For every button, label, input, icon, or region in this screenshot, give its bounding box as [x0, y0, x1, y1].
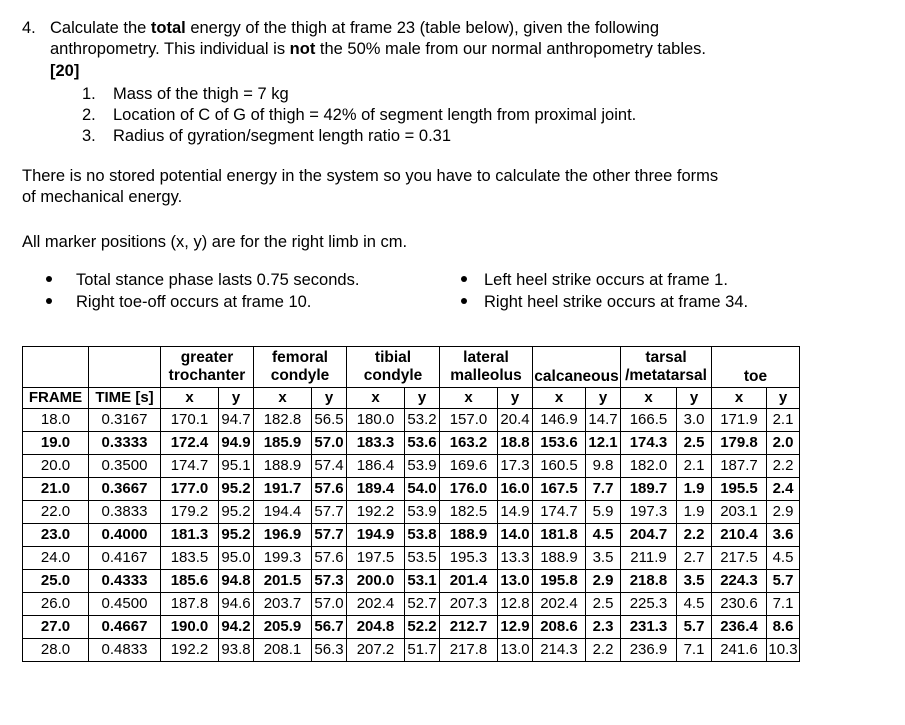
table-row [23, 409, 800, 432]
table-cell: 26.0 [23, 593, 89, 616]
table-cell: 54.0 [405, 478, 440, 501]
table-cell: 53.8 [405, 524, 440, 547]
table-cell: 163.2 [440, 432, 498, 455]
table-row [23, 639, 800, 662]
table-cell: 52.7 [405, 593, 440, 616]
table-cell: 167.5 [533, 478, 586, 501]
header-y: y [767, 388, 800, 409]
table-cell: 169.6 [440, 455, 498, 478]
list-item: 2. [82, 106, 96, 124]
table-cell: 2.0 [767, 432, 800, 455]
table-cell: 19.0 [23, 432, 89, 455]
table-cell: 94.9 [219, 432, 254, 455]
table-cell: 24.0 [23, 547, 89, 570]
table-cell: 190.0 [161, 616, 219, 639]
table-cell: 95.2 [219, 524, 254, 547]
table-cell: 8.6 [767, 616, 800, 639]
marker-data-table [22, 346, 800, 662]
table-cell: 188.9 [533, 547, 586, 570]
table-cell: 16.0 [498, 478, 533, 501]
table-cell: 218.8 [621, 570, 677, 593]
table-cell: 7.1 [677, 639, 712, 662]
table-cell: 212.7 [440, 616, 498, 639]
table-cell: 94.6 [219, 593, 254, 616]
bullet-text: Left heel strike occurs at frame 1. [484, 271, 728, 289]
table-cell: 197.5 [347, 547, 405, 570]
table-cell: 230.6 [712, 593, 767, 616]
table-cell: 95.0 [219, 547, 254, 570]
table-cell: 2.2 [586, 639, 621, 662]
table-cell: 5.9 [586, 501, 621, 524]
table-cell: 28.0 [23, 639, 89, 662]
table-cell: 241.6 [712, 639, 767, 662]
table-cell: 160.5 [533, 455, 586, 478]
table-cell: 53.2 [405, 409, 440, 432]
bullet-icon [461, 292, 467, 313]
table-row [23, 501, 800, 524]
header-time: TIME [s] [89, 388, 161, 409]
table-cell: 192.2 [161, 639, 219, 662]
header-y: y [498, 388, 533, 409]
table-cell: 10.3 [767, 639, 800, 662]
header-frame: FRAME [23, 388, 89, 409]
table-cell: 52.2 [405, 616, 440, 639]
table-cell: 189.7 [621, 478, 677, 501]
table-cell: 2.9 [767, 501, 800, 524]
table-cell: 22.0 [23, 501, 89, 524]
table-cell: 2.9 [586, 570, 621, 593]
table-cell: 5.7 [677, 616, 712, 639]
table-cell: 56.3 [312, 639, 347, 662]
table-row [23, 570, 800, 593]
table-cell: 0.3500 [89, 455, 161, 478]
table-cell: 0.3333 [89, 432, 161, 455]
group-header: tibial condyle [347, 347, 440, 388]
table-cell: 4.5 [677, 593, 712, 616]
paragraph-line: There is no stored potential energy in the system so you have to calculate the other three forms [22, 167, 719, 185]
table-cell: 1.9 [677, 501, 712, 524]
table-cell: 17.3 [498, 455, 533, 478]
table-cell: 186.4 [347, 455, 405, 478]
table-cell: 20.0 [23, 455, 89, 478]
table-cell: 201.5 [254, 570, 312, 593]
group-header: femoral condyle [254, 347, 347, 388]
table-cell: 0.4167 [89, 547, 161, 570]
table-cell: 53.9 [405, 501, 440, 524]
table-cell: 3.5 [586, 547, 621, 570]
table-cell: 2.1 [677, 455, 712, 478]
table-header-groups [23, 347, 800, 388]
table-cell: 0.4667 [89, 616, 161, 639]
table-cell: 53.5 [405, 547, 440, 570]
table-cell: 57.6 [312, 547, 347, 570]
table-cell: 2.2 [677, 524, 712, 547]
table-cell: 236.4 [712, 616, 767, 639]
table-cell: 181.3 [161, 524, 219, 547]
table-cell: 187.8 [161, 593, 219, 616]
table-cell: 57.4 [312, 455, 347, 478]
header-y: y [586, 388, 621, 409]
table-row [23, 616, 800, 639]
table-cell: 170.1 [161, 409, 219, 432]
header-x: x [161, 388, 219, 409]
table-cell: 192.2 [347, 501, 405, 524]
table-cell: 4.5 [767, 547, 800, 570]
table-cell: 25.0 [23, 570, 89, 593]
table-cell: 194.4 [254, 501, 312, 524]
table-cell: 13.0 [498, 639, 533, 662]
table-cell: 0.3833 [89, 501, 161, 524]
table-cell: 231.3 [621, 616, 677, 639]
bullet-icon [46, 270, 52, 291]
table-row [23, 524, 800, 547]
table-cell: 195.8 [533, 570, 586, 593]
table-cell: 94.2 [219, 616, 254, 639]
table-cell: 202.4 [347, 593, 405, 616]
table-cell: 204.8 [347, 616, 405, 639]
header-blank [23, 347, 89, 388]
table-cell: 2.4 [767, 478, 800, 501]
table-cell: 182.0 [621, 455, 677, 478]
table-cell: 2.5 [586, 593, 621, 616]
table-cell: 174.7 [533, 501, 586, 524]
table-cell: 207.3 [440, 593, 498, 616]
table-cell: 12.9 [498, 616, 533, 639]
table-cell: 203.7 [254, 593, 312, 616]
table-cell: 217.5 [712, 547, 767, 570]
table-cell: 0.3667 [89, 478, 161, 501]
table-cell: 174.3 [621, 432, 677, 455]
table-header-columns [23, 388, 800, 409]
table-cell: 179.2 [161, 501, 219, 524]
table-cell: 3.6 [767, 524, 800, 547]
paragraph-line: All marker positions (x, y) are for the right limb in cm. [22, 233, 408, 251]
table-cell: 12.1 [586, 432, 621, 455]
table-cell: 93.8 [219, 639, 254, 662]
table-cell: 195.3 [440, 547, 498, 570]
header-x: x [254, 388, 312, 409]
table-cell: 27.0 [23, 616, 89, 639]
table-cell: 196.9 [254, 524, 312, 547]
table-cell: 56.5 [312, 409, 347, 432]
header-y: y [677, 388, 712, 409]
table-cell: 179.8 [712, 432, 767, 455]
table-cell: 14.9 [498, 501, 533, 524]
table-cell: 185.9 [254, 432, 312, 455]
table-cell: 57.7 [312, 501, 347, 524]
table-cell: 57.0 [312, 432, 347, 455]
paragraph-line: of mechanical energy. [22, 188, 183, 206]
header-x: x [621, 388, 677, 409]
group-header: calcaneous [533, 347, 621, 388]
header-y: y [219, 388, 254, 409]
table-cell: 208.1 [254, 639, 312, 662]
table-cell: 187.7 [712, 455, 767, 478]
table-cell: 7.1 [767, 593, 800, 616]
table-cell: 202.4 [533, 593, 586, 616]
table-cell: 182.5 [440, 501, 498, 524]
group-header: tarsal /metatarsal [621, 347, 712, 388]
group-header: toe [712, 347, 800, 388]
table-cell: 207.2 [347, 639, 405, 662]
group-header: lateral malleolus [440, 347, 533, 388]
header-blank [89, 347, 161, 388]
list-item-text: Location of C of G of thigh = 42% of segment length from proximal joint. [113, 106, 637, 124]
table-cell: 95.2 [219, 478, 254, 501]
question-line-1 [22, 18, 36, 39]
table-cell: 51.7 [405, 639, 440, 662]
table-cell: 7.7 [586, 478, 621, 501]
table-cell: 3.0 [677, 409, 712, 432]
table-cell: 94.7 [219, 409, 254, 432]
table-cell: 13.3 [498, 547, 533, 570]
table-cell: 199.3 [254, 547, 312, 570]
table-cell: 188.9 [440, 524, 498, 547]
table-row [23, 547, 800, 570]
bullet-text: Right toe-off occurs at frame 10. [76, 293, 312, 311]
table-cell: 217.8 [440, 639, 498, 662]
table-cell: 174.7 [161, 455, 219, 478]
table-cell: 210.4 [712, 524, 767, 547]
table-cell: 157.0 [440, 409, 498, 432]
table-cell: 0.3167 [89, 409, 161, 432]
table-cell: 2.2 [767, 455, 800, 478]
table-cell: 57.6 [312, 478, 347, 501]
question-text-line-2: anthropometry. This individual is not the 50% male from our normal anthropometry tables. [50, 40, 707, 58]
list-item-text: Mass of the thigh = 7 kg [113, 85, 289, 103]
table-cell: 20.4 [498, 409, 533, 432]
table-cell: 166.5 [621, 409, 677, 432]
table-cell: 3.5 [677, 570, 712, 593]
bullet-text: Right heel strike occurs at frame 34. [484, 293, 749, 311]
table-row [23, 432, 800, 455]
table-cell: 203.1 [712, 501, 767, 524]
header-x: x [533, 388, 586, 409]
header-x: x [440, 388, 498, 409]
table-cell: 224.3 [712, 570, 767, 593]
question-points: [20] [50, 62, 80, 80]
table-cell: 12.8 [498, 593, 533, 616]
group-header: greater trochanter [161, 347, 254, 388]
header-y: y [405, 388, 440, 409]
table-cell: 183.3 [347, 432, 405, 455]
bullet-text: Total stance phase lasts 0.75 seconds. [76, 271, 360, 289]
table-cell: 201.4 [440, 570, 498, 593]
table-cell: 225.3 [621, 593, 677, 616]
header-y: y [312, 388, 347, 409]
question-text-line-1: Calculate the total energy of the thigh at frame 23 (table below), given the following [50, 19, 660, 37]
table-cell: 14.0 [498, 524, 533, 547]
table-cell: 13.0 [498, 570, 533, 593]
table-cell: 95.1 [219, 455, 254, 478]
table-cell: 153.6 [533, 432, 586, 455]
table-cell: 171.9 [712, 409, 767, 432]
table-cell: 211.9 [621, 547, 677, 570]
table-cell: 56.7 [312, 616, 347, 639]
emphasis-not: not [289, 40, 316, 58]
list-item: 3. [82, 127, 96, 145]
table-cell: 204.7 [621, 524, 677, 547]
table-cell: 18.0 [23, 409, 89, 432]
table-cell: 183.5 [161, 547, 219, 570]
table-cell: 0.4333 [89, 570, 161, 593]
table-cell: 180.0 [347, 409, 405, 432]
list-item: 1. [82, 85, 96, 103]
table-cell: 214.3 [533, 639, 586, 662]
table-cell: 4.5 [586, 524, 621, 547]
table-cell: 2.3 [586, 616, 621, 639]
table-cell: 2.7 [677, 547, 712, 570]
table-cell: 2.5 [677, 432, 712, 455]
table-cell: 188.9 [254, 455, 312, 478]
bullet-icon [46, 292, 52, 313]
table-cell: 0.4500 [89, 593, 161, 616]
table-cell: 23.0 [23, 524, 89, 547]
table-cell: 0.4000 [89, 524, 161, 547]
table-cell: 57.0 [312, 593, 347, 616]
table-cell: 53.9 [405, 455, 440, 478]
table-cell: 57.7 [312, 524, 347, 547]
table-cell: 182.8 [254, 409, 312, 432]
table-row [23, 593, 800, 616]
table-cell: 94.8 [219, 570, 254, 593]
table-cell: 9.8 [586, 455, 621, 478]
bullet-icon [461, 270, 467, 291]
table-cell: 18.8 [498, 432, 533, 455]
table-cell: 57.3 [312, 570, 347, 593]
table-cell: 208.6 [533, 616, 586, 639]
table-cell: 0.4833 [89, 639, 161, 662]
table-cell: 14.7 [586, 409, 621, 432]
table-cell: 181.8 [533, 524, 586, 547]
table-cell: 205.9 [254, 616, 312, 639]
table-cell: 177.0 [161, 478, 219, 501]
table-row [23, 455, 800, 478]
table-cell: 95.2 [219, 501, 254, 524]
table-cell: 5.7 [767, 570, 800, 593]
table-cell: 194.9 [347, 524, 405, 547]
table-cell: 189.4 [347, 478, 405, 501]
table-cell: 53.1 [405, 570, 440, 593]
table-cell: 176.0 [440, 478, 498, 501]
question-number: 4. [22, 19, 36, 37]
table-cell: 185.6 [161, 570, 219, 593]
table-cell: 200.0 [347, 570, 405, 593]
table-cell: 1.9 [677, 478, 712, 501]
table-cell: 195.5 [712, 478, 767, 501]
table-cell: 236.9 [621, 639, 677, 662]
emphasis-total: total [150, 19, 186, 37]
table-cell: 53.6 [405, 432, 440, 455]
table-cell: 197.3 [621, 501, 677, 524]
table-row [23, 478, 800, 501]
table-cell: 172.4 [161, 432, 219, 455]
list-item-text: Radius of gyration/segment length ratio = 0.31 [113, 127, 452, 145]
table-cell: 146.9 [533, 409, 586, 432]
table-cell: 2.1 [767, 409, 800, 432]
header-x: x [347, 388, 405, 409]
header-x: x [712, 388, 767, 409]
table-cell: 21.0 [23, 478, 89, 501]
table-cell: 191.7 [254, 478, 312, 501]
